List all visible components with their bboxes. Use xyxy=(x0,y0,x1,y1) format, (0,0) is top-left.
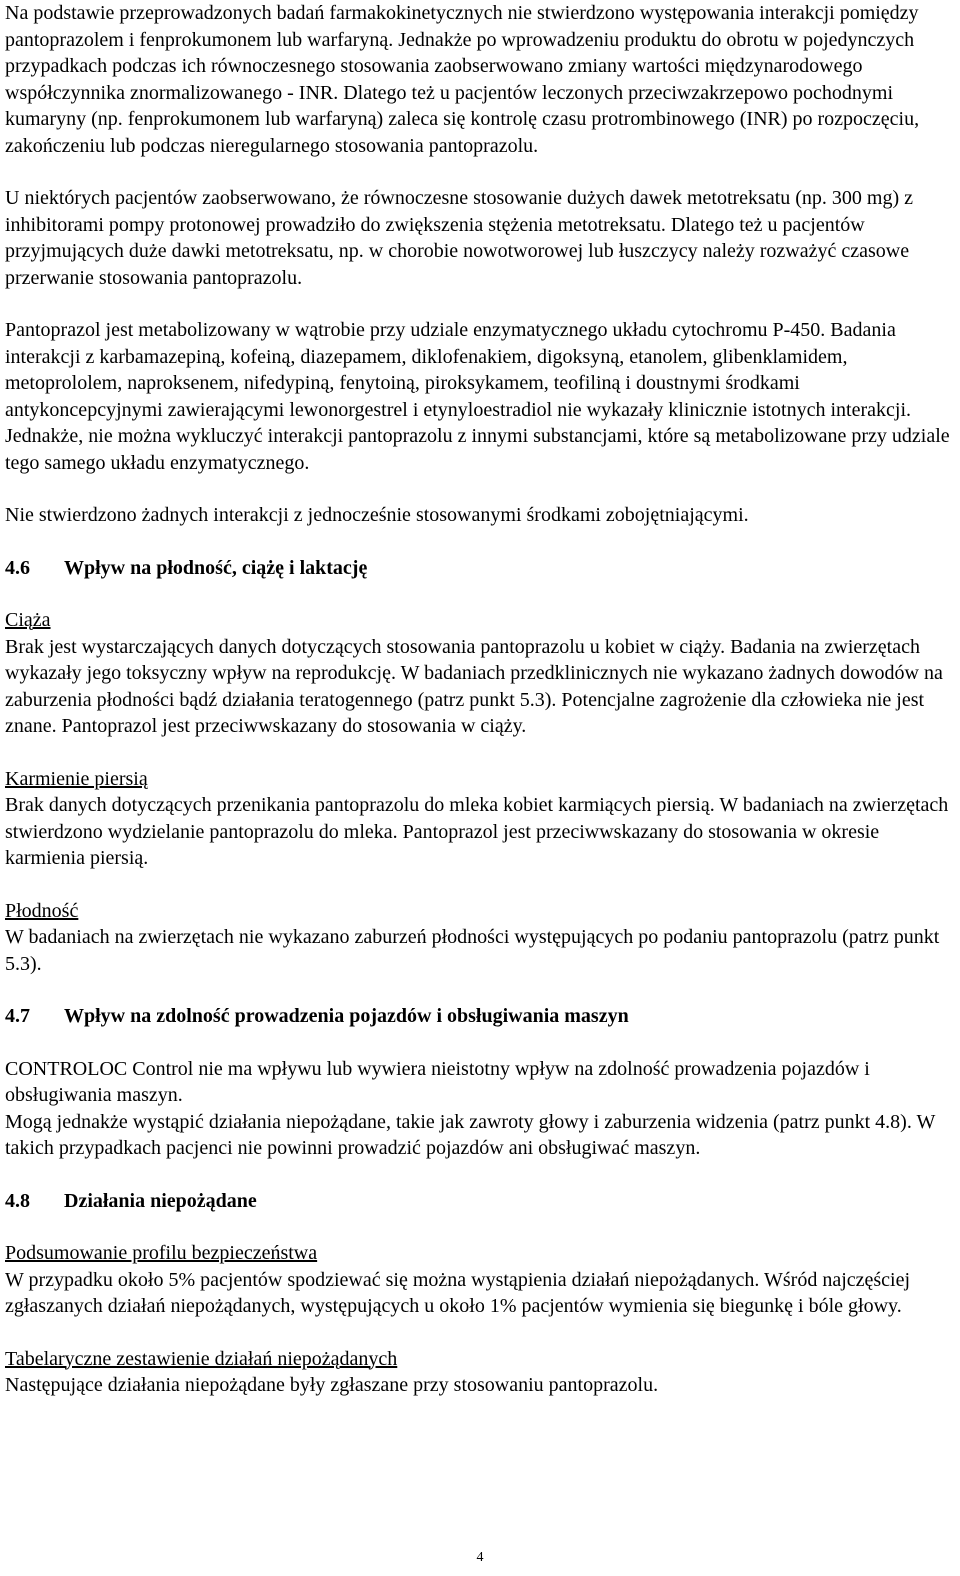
spacer xyxy=(5,1162,955,1188)
paragraph-driving-effect: CONTROLOC Control nie ma wpływu lub wywiera nieistotny wpływ na zdolność prowadzenia pojazdów i obsługiwania maszyn. xyxy=(5,1057,870,1106)
paragraph-safety-summary: W przypadku około 5% pacjentów spodziewać się można wystąpienia działań niepożądanych. Wśród najczęściej zgłaszanych działań niepożądanych, występujących u około 1% pacjentów wymienia się biegunkę i bóle głowy. xyxy=(5,1268,911,1317)
paragraph-antacid-interaction: Nie stwierdzono żadnych interakcji z jednocześnie stosowanymi środkami zobojętniającymi. xyxy=(5,504,749,526)
paragraph-fertility: W badaniach na zwierzętach nie wykazano zaburzeń płodności występujących po podaniu pantoprazolu (patrz punkt 5.3). xyxy=(5,926,940,975)
paragraph-driving-warning: Mogą jednakże wystąpić działania niepożądane, takie jak zawroty głowy i zaburzenia widzenia (patrz punkt 4.8). W takich przypadkach pacjenci nie powinni prowadzić pojazdów ani obsługiwać maszyn. xyxy=(5,1110,935,1159)
paragraph-adverse-table-intro: Następujące działania niepożądane były zgłaszane przy stosowaniu pantoprazolu. xyxy=(5,1374,659,1396)
subheading-adverse-table: Tabelaryczne zestawienie działań niepożądanych xyxy=(5,1347,398,1370)
spacer xyxy=(5,1030,955,1056)
section-title: Wpływ na płodność, ciążę i laktację xyxy=(64,556,368,579)
section-number: 4.6 xyxy=(5,556,30,579)
section-heading-4-6 xyxy=(5,555,955,582)
section-number: 4.7 xyxy=(5,1005,30,1027)
paragraph-cyp450-metabolism: Pantoprazol jest metabolizowany w wątrobie przy udziale enzymatycznego układu cytochromu P-450. Badania interakcji z karbamazepiną, kofeiną, diazepamem, diklofenakiem, digoksyną, etanolem, glibenklamidem, metoprololem, naproksenem, nifedypiną, fenytoiną, piroksykamem, teofiliną i doustnymi środkami antykoncepcyjnymi zawierającymi lewonorgestrel i etynyloestradiol nie wykazały klinicznie istotnych interakcji. Jednakże, nie można wykluczyć interakcji pantoprazolu z innymi substancjami, które są metabolizowane przy udziale tego samego układu enzymatycznego. xyxy=(5,319,950,474)
spacer xyxy=(5,159,955,185)
subheading-fertility: Płodność xyxy=(5,899,79,922)
spacer xyxy=(5,529,955,555)
paragraph-pregnancy: Brak jest wystarczających danych dotyczących stosowania pantoprazolu u kobiet w ciąży. Badania na zwierzętach wykazały jego toksyczny wpływ na reprodukcję. W badaniach przedklinicznych nie wykazano żadnych dowodów na zaburzenia płodności bądź działania teratogennego (patrz punkt 5.3). Potencjalne zagrożenie dla człowieka nie jest znane. Pantoprazol jest przeciwwskazany do stosowania w ciąży. xyxy=(5,635,943,737)
section-title: Działania niepożądane xyxy=(64,1189,257,1212)
document-page xyxy=(5,0,955,1399)
subheading-pregnancy: Ciąża xyxy=(5,609,51,631)
section-title: Wpływ na zdolność prowadzenia pojazdów i obsługiwania maszyn xyxy=(64,1005,629,1027)
section-number: 4.8 xyxy=(5,1189,30,1212)
spacer xyxy=(5,1320,955,1346)
spacer xyxy=(5,740,955,766)
spacer xyxy=(5,581,955,607)
spacer xyxy=(5,476,955,502)
section-heading-4-8 xyxy=(5,1188,955,1215)
subheading-breastfeeding: Karmienie piersią xyxy=(5,767,148,790)
paragraph-breastfeeding: Brak danych dotyczących przenikania pantoprazolu do mleka kobiet karmiących piersią. W badaniach na zwierzętach stwierdzono wydzielanie pantoprazolu do mleka. Pantoprazol jest przeciwwskazany do stosowania w okresie karmienia piersią. xyxy=(5,794,949,869)
paragraph-coumarin-interaction: Na podstawie przeprowadzonych badań farmakokinetycznych nie stwierdzono występowania interakcji pomiędzy pantoprazolem i fenprokumonem lub warfaryną. Jednakże po wprowadzeniu produktu do obrotu w pojedynczych przypadkach podczas ich równoczesnego stosowania zaobserwowano zmiany wartości międzynarodowego współczynnika znormalizowanego - INR. Dlatego też u pacjentów leczonych przeciwzakrzepowo pochodnymi kumaryny (np. fenprokumonem lub warfaryną) zaleca się kontrolę czasu protrombinowego (INR) po rozpoczęciu, zakończeniu lub podczas nieregularnego stosowania pantoprazolu. xyxy=(5,2,920,157)
paragraph-methotrexate-interaction: U niektórych pacjentów zaobserwowano, że równoczesne stosowanie dużych dawek metotreksatu (np. 300 mg) z inhibitorami pompy protonowej prowadziło do zwiększenia stężenia metotreksatu. Dlatego też u pacjentów przyjmujących duże dawki metotreksatu, np. w chorobie nowotworowej lub łuszczycy należy rozważyć czasowe przerwanie stosowania pantoprazolu. xyxy=(5,187,914,289)
spacer xyxy=(5,291,955,317)
spacer xyxy=(5,977,955,1003)
section-heading-4-7 xyxy=(5,1003,955,1030)
subheading-safety-summary: Podsumowanie profilu bezpieczeństwa xyxy=(5,1242,318,1264)
page-number: 4 xyxy=(476,1550,484,1565)
spacer xyxy=(5,872,955,898)
spacer xyxy=(5,1214,955,1240)
